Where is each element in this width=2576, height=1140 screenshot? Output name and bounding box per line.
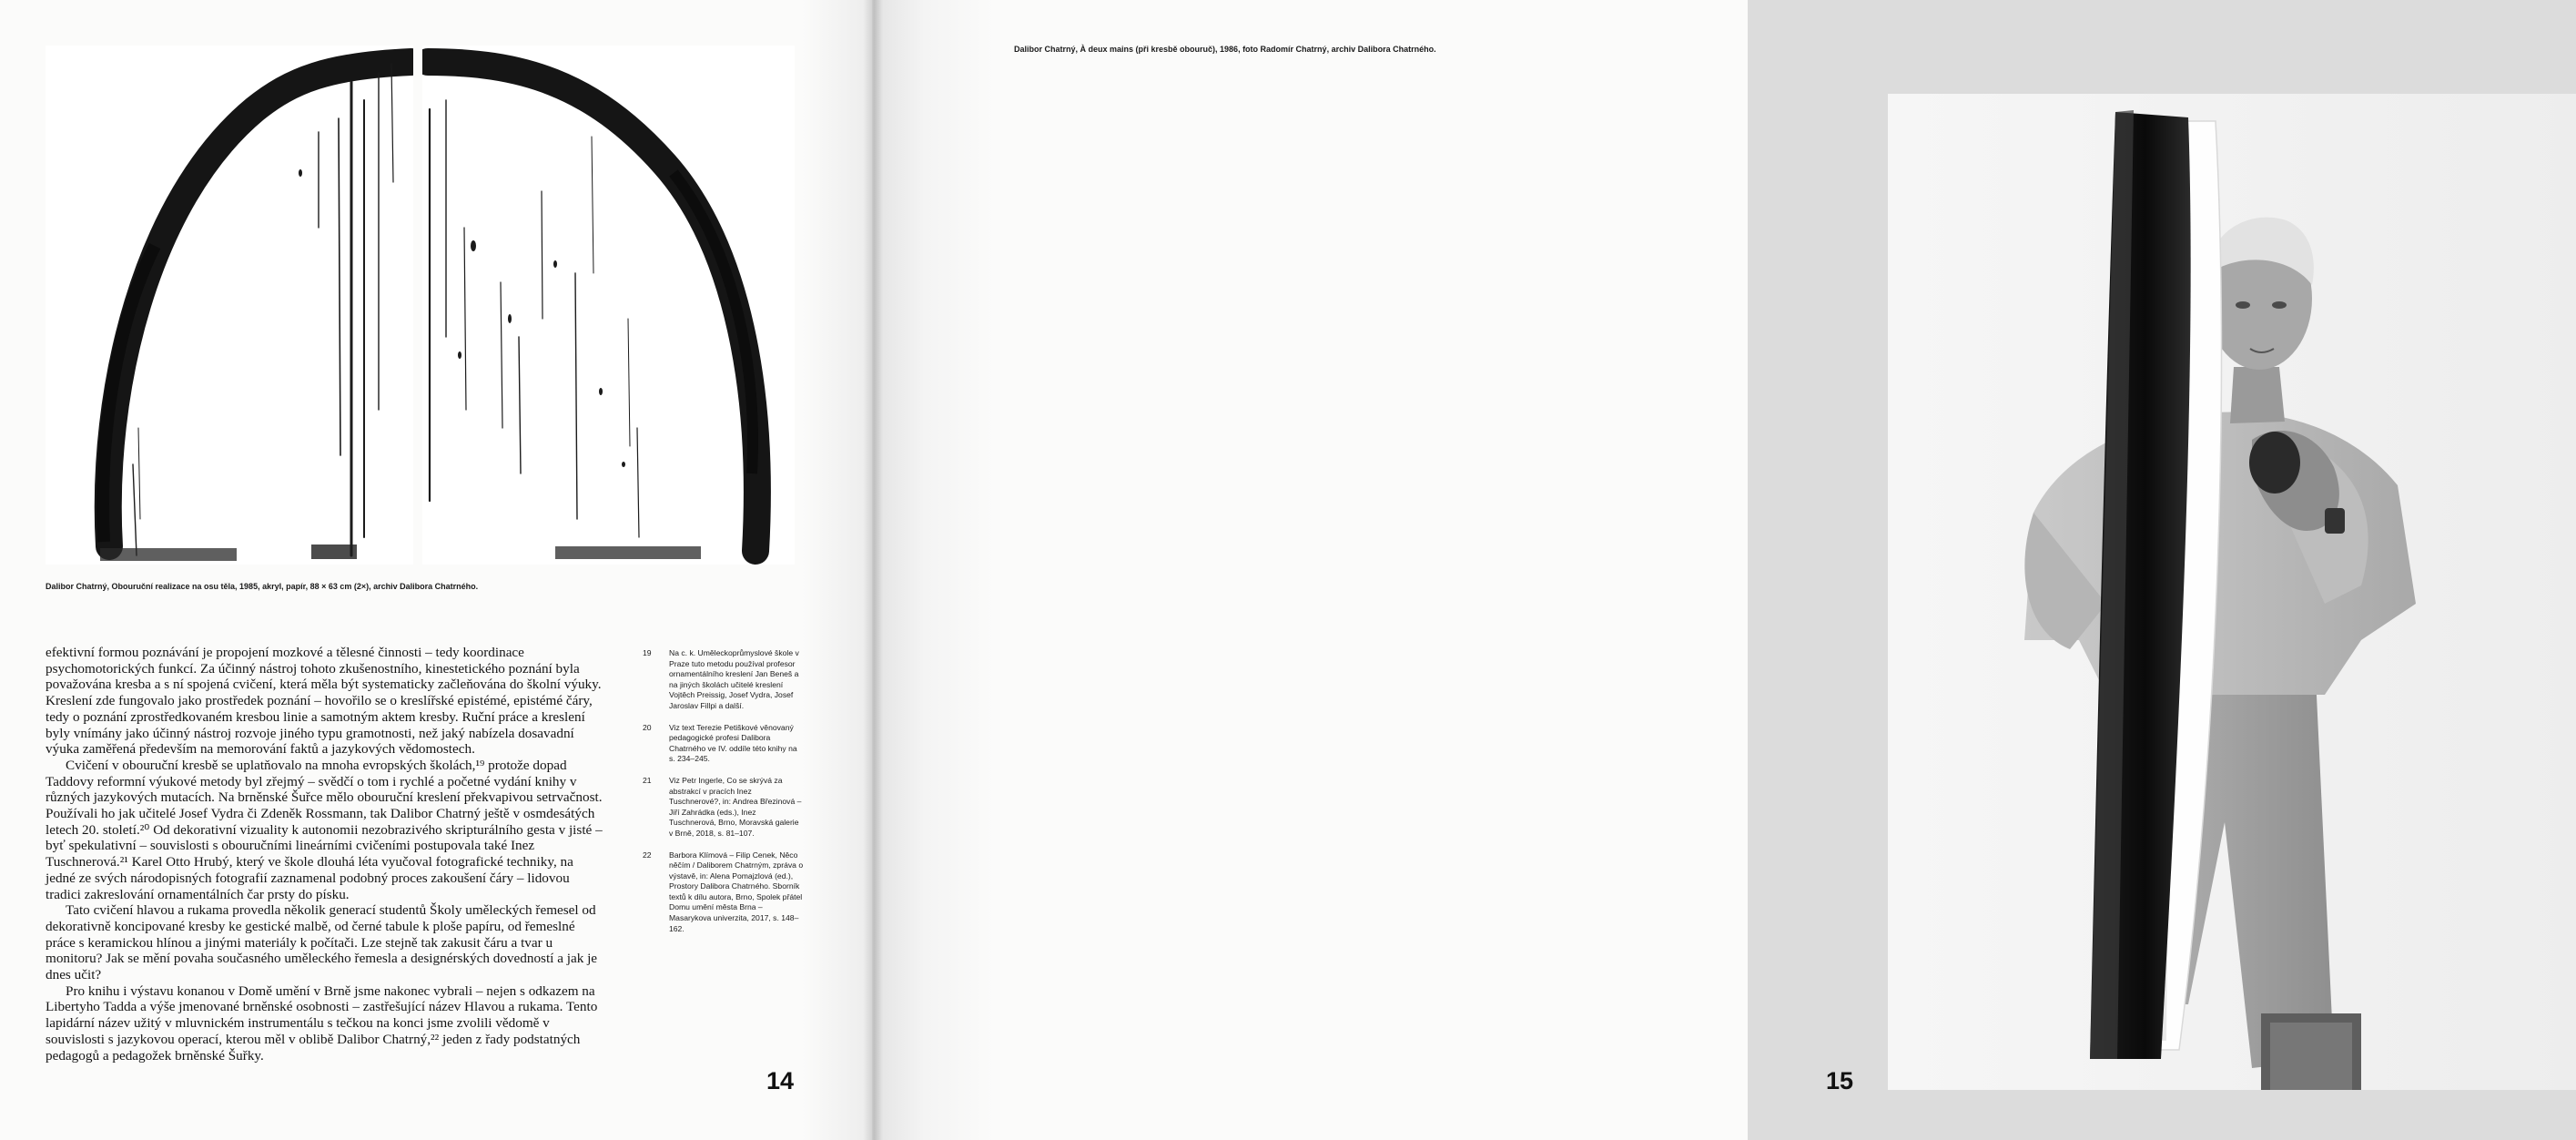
footnote-number: 19 <box>643 648 652 657</box>
left-page <box>0 0 872 1140</box>
right-page <box>872 0 1854 1140</box>
footnotes <box>643 648 805 945</box>
photo-artist-drawing <box>1888 94 2576 1090</box>
body-paragraph-3: Tato cvičení hlavou a rukama provedla několik generací studentů Školy uměleckých řemesel od dekorativně koncipované kresby ke gestické malbě, od černé tabule k ploše papíru, od řemeslné práce s keramickou hlínou a jinými materiály k počítači. Lze stejně tak zakusit čáru a tvar u monitoru? Jak se mění povaha současného uměleckého řemesla a designérských dovedností a jak je dnes učit? <box>46 902 598 983</box>
footnote-text: Viz Petr Ingerle, Co se skrývá za abstrakcí v pracích Inez Tuschnerové?, in: Andrea Březinová – Jiří Zahrádka (eds.), Inez Tuschnerová, Brno, Moravská galerie v Brně, 2018, s. 81–107. <box>669 775 802 838</box>
artwork-arch-drawing <box>46 46 795 565</box>
footnote-number: 22 <box>643 850 652 860</box>
body-paragraph-1: efektivní formou poznávání je propojení mozkové a tělesné činnosti – tedy koordinace psychomotorických funkcí. Za účinný nástroj tohoto zkušenostního, kinestetického poznání byla považována kresba a s ní spojená cvičení, která měla být systematicky začleňována do školní výuky. Kreslení zde fungovalo jako prostředek poznání – hovořilo se o kreslířské epistémé, epistémé čáry, tedy o poznání zprostředkovaném kresbou linie a samotným aktem kresby. Ruční práce a kreslení byly vnímány jako účinný nástroj rozvoje jiného typu gramotnosti, než jaký nabízela dosavadní výuka zaměřená především na memorování faktů a jazykových vědomostech. <box>46 645 602 758</box>
footnote-text: Viz text Terezie Petiškové věnovaný pedagogické profesi Dalibora Chatrného ve IV. oddíle této knihy na s. 234–245. <box>669 722 797 764</box>
footnote-20 <box>643 723 805 765</box>
footnote-text: Na c. k. Uměleckoprůmyslové škole v Praze tuto metodu používal profesor ornamentálního kreslení Jan Beneš a na jiných školách učitelé kreslení Vojtěch Preissig, Josef Vydra, Josef Jaroslav Fillpi a další. <box>669 648 799 710</box>
book-gutter <box>863 0 883 1140</box>
page-number-left: 14 <box>766 1067 795 1094</box>
photo-caption: Dalibor Chatrný, À deux mains (při kresbě obouruč), 1986, foto Radomír Chatrný, archiv Dalibora Chatrného. <box>1014 45 1436 54</box>
footnote-22 <box>643 850 805 935</box>
footnote-19 <box>643 648 805 712</box>
body-paragraph-4: Pro knihu i výstavu konanou v Domě umění v Brně jsme nakonec vybrali – nejen s odkazem na Libertyho Tadda a výše jmenované brněnské osobnosti – zastřešující název Hlavou a rukama. Tento lapidární název užitý v mluvnickém instrumentálu s tečkou na konci jsme zvolili vědomě v souvislosti s jazykovou operací, kterou měl v oblibě Dalibor Chatrný,²² jeden z řady podstatných pedagogů a pedagožek brněnské Šuřky. <box>46 982 598 1064</box>
footnote-21 <box>643 776 805 840</box>
footnote-number: 20 <box>643 722 652 732</box>
artist-photo-image <box>1888 94 2576 1090</box>
footnote-number: 21 <box>643 775 652 785</box>
footnote-text: Barbora Klímová – Filip Cenek, Něco něčím / Daliborem Chatrným, zpráva o výstavě, in: Alena Pomajzlová (ed.), Prostory Dalibora Chatrného. Sborník textů k dílu autora, Brno, Spolek přátel Domu umění města Brna – Masarykova univerzita, 2017, s. 148–162. <box>669 850 804 933</box>
main-body-text <box>46 645 604 1064</box>
artwork-caption: Dalibor Chatrný, Obouruční realizace na osu těla, 1985, akryl, papír, 88 × 63 cm (2×), archiv Dalibora Chatrného. <box>46 582 479 591</box>
page-number-right: 15 <box>1826 1067 1854 1094</box>
arch-drawing-image <box>46 46 795 565</box>
body-paragraph-2: Cvičení v obouruční kresbě se uplatňovalo na mnoha evropských školách,¹⁹ protože dopad Taddovy reformní výukové metody byl zřejmý – svědčí o tom i rychlé a početné vydání knihy v různých jazykových mutacích. Na brněnské Šuřce mělo obouruční kreslení překvapivou setrvačnost. Používali ho jak učitelé Josef Vydra či Zdeněk Rossmann, tak Dalibor Chatrný ještě v osmdesátých letech 20. století.²⁰ Od dekorativní vizuality k autonomii nezobrazivého skripturálního gesta v jisté – byť spekulativní – souvislosti s obouručními lineárními cvičeními postupovala také Inez Tuschnerová.²¹ Karel Otto Hrubý, který ve škole dlouhá léta vyučoval fotografické techniky, na jedné ze svých národopisných fotografií zaznamenal podobný proces zakoušení čáry – lidovou tradici zakreslování ornamentálních čar prsty do písku. <box>46 757 603 902</box>
